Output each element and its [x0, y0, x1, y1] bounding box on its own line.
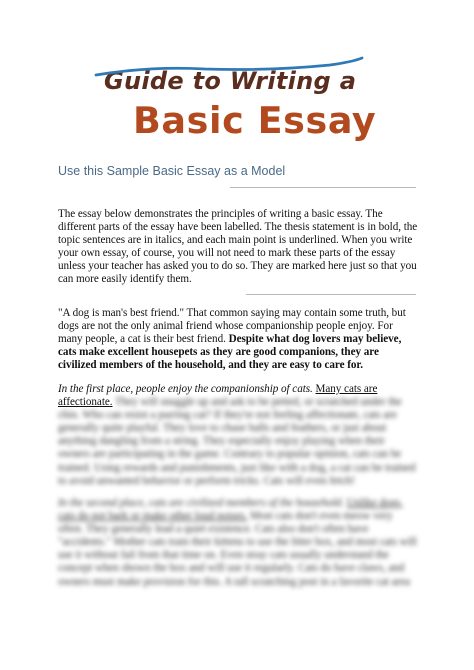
thesis-statement: Despite what dog lovers may believe, cats make excellent housepets as they are good companions, they are civilized members of the household, and they are easy to care for.	[58, 333, 402, 372]
topic-sentence-1: In the first place, people enjoy the companionship of cats.	[58, 383, 313, 395]
guide-logo	[0, 0, 474, 150]
blurred-text-1: They will snuggle up and ask to be petted, or scratched under the chin. Who can resist a purring cat? If they're not feeling affectionate, cats are generally quite playful. They love to chase balls and feathers, or just about anything dangling from a string. They especially enjoy playing when their owners are participating in the game. Contrary to popular opinion, cats can be trained. Using rewards and punishments, just like with a dog, a cat can be trained to avoid unwanted behavior or perform tricks. Cats will even fetch!	[58, 396, 416, 487]
logo-title-line2: Basic Essay	[133, 99, 377, 142]
divider-bottom	[246, 294, 416, 295]
main-point-2: Unlike dogs, cats do not bark or make other loud noises.	[58, 497, 404, 523]
body-paragraph-2	[58, 497, 418, 589]
blurred-text-2: Most cats don't even meow very often. They generally lead a quiet existence. Cats also don't often have "accidents." Mother cats train their kittens to use the litter box, and most cats will use it without fail from that time on. Even stray cats usually understand the concept when shown the box and will use it regularly. Cats do have claws, and owners must make provision for this. A tall scratching post in a favorite cat area	[58, 510, 417, 588]
intro-paragraph: The essay below demonstrates the principles of writing a basic essay. The different parts of the essay have been labelled. The thesis statement is in bold, the topic sentences are in italics, and each main point is underlined. When you write your own essay, of course, you will not need to mark these parts of the essay unless your teacher has asked you to do so. They are marked here just so that you can more easily identify them.	[58, 208, 418, 286]
essay-intro-paragraph	[58, 307, 418, 372]
topic-sentence-2: In the second place, cats are civilized members of the household.	[58, 497, 344, 509]
page-subtitle: Use this Sample Basic Essay as a Model	[58, 164, 286, 178]
body-paragraph-1	[58, 383, 418, 488]
intro-sentences: "A dog is man's best friend." That common saying may contain some truth, but dogs are not the only animal friend whose companionship people enjoy. For many people, a cat is their best friend.	[58, 307, 406, 346]
logo-title-line1: Guide to Writing a	[104, 67, 357, 95]
main-point-1: Many cats are affectionate.	[58, 383, 378, 409]
divider-top	[230, 187, 416, 188]
